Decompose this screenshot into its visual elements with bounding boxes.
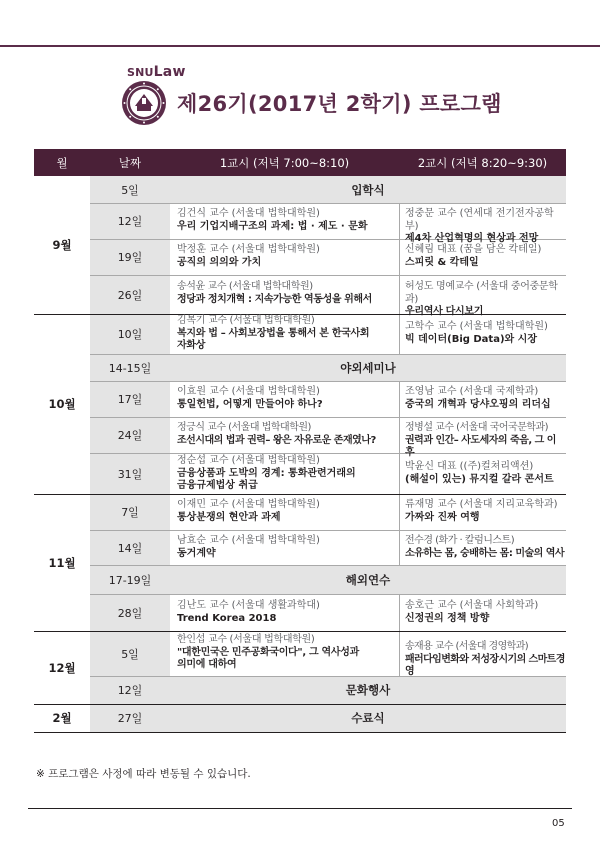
lecturer-name: 이효원 교수 (서울대 법학대학원) — [177, 386, 320, 397]
lecturer-name: 조영남 교수 (서울대 국제학과) — [405, 386, 539, 397]
period2-lecture — [405, 244, 565, 269]
logo-law: Law — [153, 64, 186, 80]
lecture-topic: Trend Korea 2018 — [177, 612, 277, 624]
row-divider — [90, 203, 566, 204]
lecture-topic: 빅 데이터(Big Data)와 시장 — [405, 333, 537, 345]
lecturer-name: 김난도 교수 (서울대 생활과학대) — [177, 600, 320, 611]
period2-lecture — [405, 461, 565, 486]
lecturer-name: 송호근 교수 (서울대 사회학과) — [405, 600, 539, 611]
logo-snu: SNU — [127, 66, 154, 79]
column-divider — [399, 381, 400, 565]
column-header-month: 월 — [34, 149, 90, 176]
row-divider — [90, 354, 566, 355]
month-cell: 10월 — [48, 397, 76, 411]
lecturer-name: 정병설 교수 (서울대 국어국문학과) — [405, 422, 549, 433]
lecture-topic: 우리 기업지배구조의 과제: 법 · 제도 · 문화 — [177, 220, 368, 232]
date-cell: 14-15일 — [90, 354, 170, 381]
period1-lecture — [177, 244, 397, 269]
lecture-topic: 권력과 인간– 사도세자의 죽음, 그 이후 — [405, 434, 556, 458]
period2-lecture — [405, 535, 565, 560]
lecturer-name: 허성도 명예교수 (서울대 중어중문학과) — [405, 281, 558, 305]
period2-lecture — [405, 208, 565, 246]
lecture-topic: 제4차 산업혁명의 현상과 전망 — [405, 233, 539, 244]
period1-lecture — [177, 386, 397, 411]
month-divider — [34, 732, 566, 733]
lecture-topic: 조선시대의 법과 권력– 왕은 자유로운 존재였나? — [177, 434, 376, 446]
month-cell: 11월 — [48, 555, 76, 570]
period1-lecture — [177, 281, 397, 306]
lecture-topic: 패러다임변화와 저성장시기의 스마트경영 — [405, 653, 565, 677]
period1-lecture — [177, 499, 397, 524]
lecturer-name: 신혜림 대표 (꿈을 담은 칵테일) — [405, 244, 542, 255]
row-divider — [90, 530, 566, 531]
row-divider — [90, 565, 566, 566]
lecture-topic: 중국의 개혁과 당샤오핑의 리더십 — [405, 398, 551, 410]
period2-lecture — [405, 641, 565, 679]
lecture-topic: 통상분쟁의 현안과 과제 — [177, 511, 281, 523]
lecture-topic: (해설이 있는) 뮤지컬 갈라 콘서트 — [405, 473, 554, 485]
lecture-topic: 통일헌법, 어떻게 만들어야 하나? — [177, 398, 323, 410]
date-cell: 26일 — [90, 275, 170, 314]
column-header-period1: 1교시 (저녁 7:00~8:10) — [170, 149, 399, 176]
lecturer-name: 고학수 교수 (서울대 법학대학원) — [405, 321, 548, 332]
schedule-note: ※ 프로그램은 사정에 따라 변동될 수 있습니다. — [36, 768, 251, 780]
lecturer-name: 송재용 교수 (서울대 경영학과) — [405, 641, 529, 652]
lecturer-name: 박정훈 교수 (서울대 법학대학원) — [177, 244, 320, 255]
month-cell: 9월 — [52, 238, 72, 252]
lecturer-name: 김건식 교수 (서울대 법학대학원) — [177, 208, 320, 219]
date-cell: 31일 — [90, 453, 170, 494]
date-cell: 17일 — [90, 381, 170, 417]
period2-lecture — [405, 386, 565, 411]
event-cell: 문화행사 — [170, 676, 566, 704]
month-cell: 12월 — [48, 660, 76, 675]
date-cell: 10일 — [90, 314, 170, 354]
page-number: 05 — [552, 818, 565, 829]
date-cell: 12일 — [90, 203, 170, 239]
date-cell: 27일 — [90, 704, 170, 732]
lecturer-name: 송석윤 교수 (서울대 법학대학원) — [177, 281, 313, 292]
lecture-topic-line2: 금융규제법상 취급 — [177, 480, 258, 491]
lecture-topic: 정당과 정치개혁 : 지속가능한 역동성을 위해서 — [177, 293, 372, 305]
month-cell: 2월 — [52, 711, 72, 725]
lecture-topic: 신정권의 정책 방향 — [405, 612, 490, 624]
period2-lecture — [405, 321, 565, 346]
lecture-topic-line2: 의미에 대하여 — [177, 659, 237, 670]
date-cell: 12일 — [90, 676, 170, 704]
period1-lecture — [177, 422, 397, 447]
date-cell: 7일 — [90, 494, 170, 530]
lecturer-name: 정긍식 교수 (서울대 법학대학원) — [177, 422, 311, 433]
lecturer-name: 남효순 교수 (서울대 법학대학원) — [177, 535, 320, 546]
lecture-topic-line2: 자화상 — [177, 340, 206, 351]
lecture-topic: 우리역사 다시보기 — [405, 306, 484, 317]
period1-lecture — [177, 208, 397, 233]
lecturer-name: 이재민 교수 (서울대 법학대학원) — [177, 499, 320, 510]
lecture-topic: "대한민국은 민주공화국이다", 그 역사성과 — [177, 646, 359, 658]
page-title: 제26기(2017년 2학기) 프로그램 — [177, 92, 502, 116]
row-divider — [90, 381, 566, 382]
event-cell: 수료식 — [170, 704, 566, 732]
period1-lecture — [177, 535, 397, 560]
column-header-date: 날짜 — [90, 149, 170, 176]
month-divider — [34, 494, 566, 495]
event-cell: 야외세미나 — [170, 354, 566, 381]
lecture-topic: 소유하는 몸, 숭배하는 몸: 미술의 역사 — [405, 547, 565, 559]
date-cell: 19일 — [90, 239, 170, 275]
lecturer-name: 정순섭 교수 (서울대 법학대학원) — [177, 455, 320, 466]
bottom-rule — [28, 808, 572, 809]
date-cell: 5일 — [90, 176, 170, 203]
lecture-topic: 동거계약 — [177, 547, 216, 559]
lecture-topic: 복지와 법 – 사회보장법을 통해서 본 한국사회 — [177, 327, 370, 339]
period2-lecture — [405, 281, 565, 319]
lecturer-name: 김복기 교수 (서울대 법학대학원) — [177, 315, 315, 326]
date-cell: 24일 — [90, 417, 170, 453]
event-cell: 입학식 — [170, 176, 566, 203]
lecture-topic: 금융상품과 도박의 경계: 통화관련거래의 — [177, 467, 356, 479]
top-rule — [0, 45, 600, 47]
lecture-topic: 공직의 의의와 가치 — [177, 256, 262, 268]
lecturer-name: 정중문 교수 (연세대 전기전자공학부) — [405, 208, 554, 232]
period1-lecture — [177, 600, 397, 625]
date-cell: 28일 — [90, 594, 170, 631]
column-header-period2: 2교시 (저녁 8:20~9:30) — [399, 149, 566, 176]
period1-lecture — [177, 455, 397, 493]
row-divider — [90, 275, 566, 276]
event-cell: 해외연수 — [170, 565, 566, 594]
lecturer-name: 박윤신 대표 ((주)컬쳐리액션) — [405, 461, 534, 472]
lecturer-name: 전수경 (화가 · 칼럼니스트) — [405, 535, 515, 546]
period2-lecture — [405, 499, 565, 524]
month-divider — [34, 631, 566, 632]
row-divider — [90, 417, 566, 418]
period2-lecture — [405, 422, 565, 460]
column-divider — [399, 203, 400, 354]
period2-lecture — [405, 600, 565, 625]
lecturer-name: 한인섭 교수 (서울대 법학대학원) — [177, 634, 315, 645]
date-cell: 17-19일 — [90, 565, 170, 594]
row-divider — [90, 594, 566, 595]
lecture-topic: 스피릿 & 칵테일 — [405, 256, 479, 268]
university-seal-icon — [121, 80, 167, 126]
column-divider — [399, 594, 400, 676]
period1-lecture — [177, 315, 397, 353]
lecturer-name: 류재명 교수 (서울대 지리교육학과) — [405, 499, 558, 510]
lecture-topic: 가짜와 진짜 여행 — [405, 511, 480, 523]
date-cell: 14일 — [90, 530, 170, 565]
snu-law-logo — [127, 64, 186, 80]
month-divider — [34, 704, 566, 705]
period1-lecture — [177, 634, 397, 672]
date-cell: 5일 — [90, 631, 170, 676]
